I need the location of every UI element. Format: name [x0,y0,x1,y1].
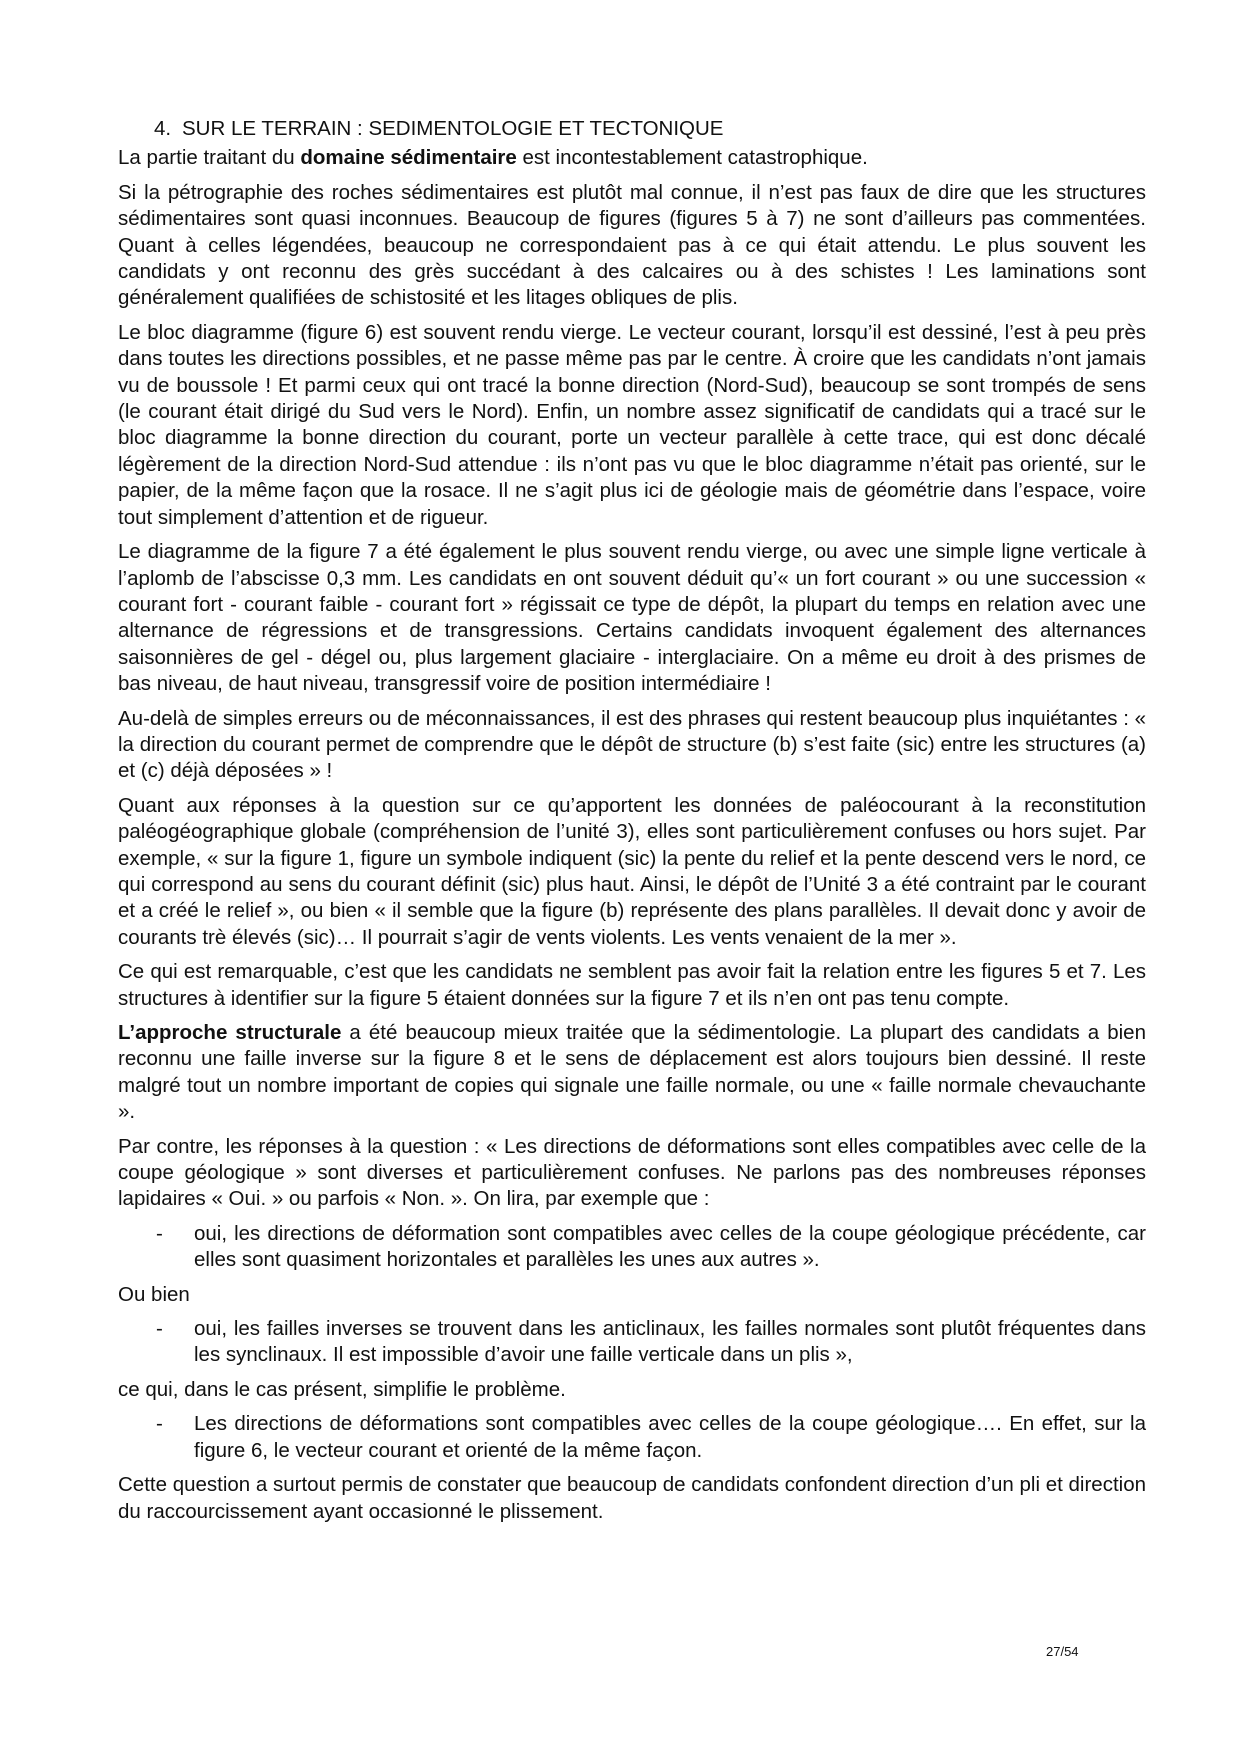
page-content [118,116,1146,1533]
section-number: 4. [154,117,172,140]
section-heading [154,116,1146,142]
quote-text: oui, les directions de déformation sont compatibles avec celles de la coupe géologique précédente, car elles sont quasiment horizontales et parallèles les unes aux autres ». [194,1221,1146,1272]
dash-marker: - [156,1317,163,1341]
paragraph-conclusion: Cette question a surtout permis de constater que beaucoup de candidats confondent direction d’un pli et direction du raccourcissement ayant occasionné le plissement. [118,1473,1146,1523]
paragraph-petrography: Si la pétrographie des roches sédimentaires est plutôt mal connue, il n’est pas faux de dire que les structures sédimentaires sont quasi inconnues. Beaucoup de figures (figures 5 à 7) ne sont d’ailleurs pas commentées. Quant à celles légendées, beaucoup ne correspondaient pas à ce qui était attendu. Le plus souvent les candidats y ont reconnu des grès succédant à des calcaires ou à des schistes ! Les laminations sont généralement qualifiées de schistosité et les litages obliques de plis. [118,180,1146,310]
dash-marker: - [156,1412,163,1436]
quote-item [118,1316,1146,1369]
intro-paragraph [118,145,1146,171]
paragraph-remarquable: Ce qui est remarquable, c’est que les candidats ne semblent pas avoir fait la relation entre les figures 5 et 7. Les structures à identifier sur la figure 5 étaient données sur la figure 7 et ils n’en ont pas tenu compte. [118,960,1146,1010]
structurale-bold: L’approche structurale [118,1021,342,1044]
paragraph-paleocourant: Quant aux réponses à la question sur ce qu’apportent les données de paléocourant à la reconstitution paléogéographique globale (compréhension de l’unité 3), elles sont particulièrement confuses ou hors sujet. Par exemple, « sur la figure 1, figure un symbole indiquent (sic) la pente du relief et la pente descend vers le nord, ce qui correspond au sens du courant définit (sic) plus haut. Ainsi, le dépôt de l’Unité 3 a été contraint par le courant et a créé le relief », ou bien « il semble que la figure (b) représente des plans parallèles. Il devait donc y avoir de courants trè élevés (sic)… Il pourrait s’agir de vents violents. Les vents venaient de la mer ». [118,793,1146,949]
page-number: 27/54 [1046,1644,1079,1659]
intro-after: est incontestablement catastrophique. [516,146,868,170]
intro-bold: domaine sédimentaire [300,146,517,170]
paragraph-question: Par contre, les réponses à la question : « Les directions de déformations sont elles compatibles avec celle de la coupe géologique » sont diverses et particulièrement confuses. Ne parlons pas des nombreuses réponses lapidaires « Oui. » ou parfois « Non. ». On lira, par exemple que : [118,1134,1146,1211]
paragraph-bloc-diagramme: Le bloc diagramme (figure 6) est souvent rendu vierge. Le vecteur courant, lorsqu’il est dessiné, l’est à peu près dans toutes les directions possibles, et ne passe même pas par le centre. À croire que les candidats n’ont jamais vu de boussole ! Et parmi ceux qui ont tracé la bonne direction (Nord-Sud), beaucoup se sont trompés de sens (le courant était dirigé du Sud vers le Nord). Enfin, un nombre assez significatif de candidats qui a tracé sur le bloc diagramme la bonne direction du courant, porte un vecteur parallèle à cette trace, qui est donc décalé légèrement de la direction Nord-Sud attendue : ils n’ont pas vu que le bloc diagramme n’était pas orienté, sur le papier, de la même façon que la rosace. Il ne s’agit plus ici de géologie mais de géométrie dans l’espace, voire tout simplement d’attention et de rigueur. [118,320,1146,529]
paragraph-errors: Au-delà de simples erreurs ou de méconnaissances, il est des phrases qui restent beaucoup plus inquiétantes : « la direction du courant permet de comprendre que le dépôt de structure (b) s’est faite (sic) entre les structures (a) et (c) déjà déposées » ! [118,706,1146,783]
structurale-rest: a été beaucoup mieux traitée que la sédimentologie. La plupart des candidats a bien reconnu une faille inverse sur la figure 8 et le sens de déplacement est alors toujours bien dessiné. Il reste malgré tout un nombre important de copies qui signale une faille normale, ou une « faille normale chevauchante ». [118,1021,1146,1124]
connector-text: Ou bien [118,1282,190,1306]
dash-marker: - [156,1221,163,1245]
quote-text: Les directions de déformations sont compatibles avec celles de la coupe géologique…. En effet, sur la figure 6, le vecteur courant et orienté de la même façon. [194,1412,1146,1462]
quote-text: oui, les failles inverses se trouvent dans les anticlinaux, les failles normales sont plutôt fréquentes dans les synclinaux. Il est impossible d’avoir une faille verticale dans un plis », [194,1317,1146,1367]
paragraph-figure-7: Le diagramme de la figure 7 a été également le plus souvent rendu vierge, ou avec une simple ligne verticale à l’aplomb de l’abscisse 0,3 mm. Les candidats en ont souvent déduit qu’« un fort courant » ou une succession « courant fort - courant faible - courant fort » régissait ce type de dépôt, la plupart du temps en relation avec une alternance de régressions et de transgressions. Certains candidats invoquent également des alternances saisonnières de gel - dégel ou, plus largement glaciaire - interglaciaire. On a même eu droit à des prismes de bas niveau, de haut niveau, transgressif voire de position intermédiaire ! [118,540,1146,696]
intro-before: La partie traitant du [118,146,301,170]
quote-item [118,1221,1146,1274]
quote-item [118,1411,1146,1464]
connector-text: ce qui, dans le cas présent, simplifie le problème. [118,1377,566,1401]
paragraph-structurale [118,1020,1146,1126]
section-title: SUR LE TERRAIN : SEDIMENTOLOGIE ET TECTONIQUE [182,117,724,140]
